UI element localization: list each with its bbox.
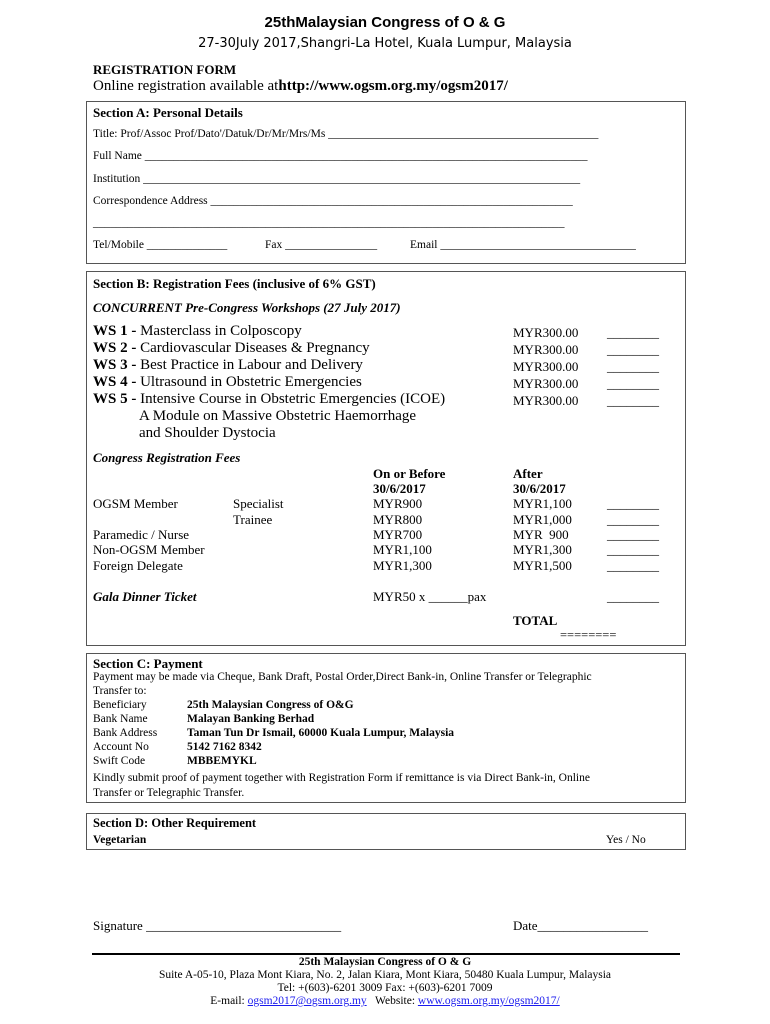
workshop-price: MYR300.00 — [513, 393, 579, 408]
footer-address: Suite A-05-10, Plaza Mont Kiara, No. 2, Jalan Kiara, Mont Kiara, 50480 Kuala Lumpur, Malaysia — [158, 969, 612, 981]
online-prefix: Online registration available at — [93, 78, 279, 94]
date-field[interactable]: Date_________________ — [513, 918, 649, 933]
workshop-blank[interactable]: ________ — [607, 325, 659, 340]
workshop-row — [93, 391, 445, 408]
fee-after: MYR 900 — [513, 527, 569, 542]
fee-before: MYR800 — [373, 512, 423, 527]
workshop-blank[interactable]: ________ — [607, 359, 659, 374]
footer-email-label: E-mail: — [210, 995, 248, 1007]
payment-detail-label: Beneficiary — [93, 699, 147, 711]
payment-detail-label: Swift Code — [93, 755, 146, 767]
workshop-blank[interactable]: ________ — [607, 342, 659, 357]
workshop-price: MYR300.00 — [513, 376, 579, 391]
tel-field[interactable]: Tel/Mobile ______________ — [93, 239, 228, 251]
payment-detail-value: MBBEMYKL — [187, 755, 257, 767]
gala-dinner-price[interactable]: MYR50 x ______pax — [373, 589, 487, 604]
ws5-description-line-3: and Shoulder Dystocia — [139, 425, 276, 441]
fee-blank[interactable]: ________ — [607, 558, 659, 573]
payment-note-line-1: Kindly submit proof of payment together with Registration Form if remittance is via Direct Bank-in, Online — [93, 772, 590, 784]
section-d-heading: Section D: Other Requirement — [93, 816, 257, 830]
online-url-link[interactable]: http://www.ogsm.org.my/ogsm2017/ — [278, 78, 508, 94]
fee-before: MYR1,100 — [373, 542, 432, 557]
section-a-heading: Section A: Personal Details — [93, 105, 243, 120]
full-name-field[interactable]: Full Name _____________________________________________________________________________ — [93, 150, 588, 162]
workshop-name: Best Practice in Labour and Delivery — [140, 357, 363, 373]
fee-row-label: Non-OGSM Member — [93, 542, 205, 557]
fee-before: MYR900 — [373, 496, 423, 511]
title-field[interactable]: Title: Prof/Assoc Prof/Dato'/Datuk/Dr/Mr/Mrs/Ms _______________________________________________ — [93, 128, 599, 140]
after-header-2: 30/6/2017 — [513, 481, 566, 496]
footer-org: 25th Malaysian Congress of O & G — [298, 956, 472, 968]
workshop-row — [93, 357, 363, 374]
gala-dinner-blank[interactable]: ________ — [607, 589, 659, 604]
payment-detail-label: Bank Name — [93, 713, 148, 725]
workshop-code: WS 4 - — [93, 374, 137, 390]
fee-after: MYR1,100 — [513, 496, 572, 511]
congress-fees-heading: Congress Registration Fees — [93, 450, 241, 465]
fee-before: MYR700 — [373, 527, 423, 542]
after-header-1: After — [513, 466, 543, 481]
fee-blank[interactable]: ________ — [607, 496, 659, 511]
workshop-name: Intensive Course in Obstetric Emergencies (ICOE) — [140, 391, 446, 407]
institution-field[interactable]: Institution ____________________________________________________________________________ — [93, 173, 581, 185]
workshop-name: Masterclass in Colposcopy — [140, 323, 302, 339]
workshop-price: MYR300.00 — [513, 325, 579, 340]
workshop-blank[interactable]: ________ — [607, 376, 659, 391]
workshop-code: WS 3 - — [93, 357, 137, 373]
footer-website-link[interactable]: www.ogsm.org.my/ogsm2017/ — [417, 995, 560, 1007]
footer-website-label: Website: — [366, 995, 418, 1007]
fee-row-label: Foreign Delegate — [93, 558, 183, 573]
gala-dinner-label: Gala Dinner Ticket — [93, 589, 197, 604]
correspondence-line-2[interactable]: __________________________________________________________________________________ — [93, 217, 565, 229]
fee-after: MYR1,300 — [513, 542, 572, 557]
fee-blank[interactable]: ________ — [607, 542, 659, 557]
payment-intro-line-2: Transfer to: — [93, 685, 147, 697]
payment-detail-label: Account No — [93, 741, 149, 753]
section-b-heading: Section B: Registration Fees (inclusive of 6% GST) — [93, 276, 376, 291]
total-underline: ======== — [560, 628, 617, 642]
fee-blank[interactable]: ________ — [607, 512, 659, 527]
payment-detail-value: 5142 7162 8342 — [187, 741, 262, 753]
footer-email-link[interactable]: ogsm2017@ogsm.org.my — [247, 995, 367, 1007]
correspondence-field[interactable]: Correspondence Address _______________________________________________________________ — [93, 195, 573, 207]
fee-blank[interactable]: ________ — [607, 527, 659, 542]
section-c-heading: Section C: Payment — [93, 656, 203, 671]
footer-phone: Tel: +(603)-6201 3009 Fax: +(603)-6201 7009 — [277, 982, 493, 994]
workshop-row — [93, 374, 362, 391]
fax-field[interactable]: Fax ________________ — [265, 239, 378, 251]
fee-after: MYR1,500 — [513, 558, 572, 573]
workshop-price: MYR300.00 — [513, 342, 579, 357]
payment-detail-value: Taman Tun Dr Ismail, 60000 Kuala Lumpur, Malaysia — [187, 727, 455, 739]
payment-detail-value: 25th Malaysian Congress of O&G — [187, 699, 354, 711]
online-registration-line — [93, 78, 508, 95]
payment-note-line-2: Transfer or Telegraphic Transfer. — [93, 787, 245, 799]
fee-after: MYR1,000 — [513, 512, 572, 527]
fee-row-sub: Specialist — [233, 496, 284, 511]
workshop-price: MYR300.00 — [513, 359, 579, 374]
ws5-description-line-2: A Module on Massive Obstetric Haemorrhage — [139, 408, 417, 424]
ogsm-member-label: OGSM Member — [93, 496, 178, 511]
fee-row-label: Paramedic / Nurse — [93, 527, 190, 542]
workshop-row — [93, 340, 370, 357]
fee-row-sub: Trainee — [233, 512, 273, 527]
payment-detail-label: Bank Address — [93, 727, 158, 739]
payment-intro-line-1: Payment may be made via Cheque, Bank Draft, Postal Order,Direct Bank-in, Online Transfer or Telegraphic — [93, 671, 592, 683]
workshop-code: WS 1 - — [93, 323, 137, 339]
workshop-name: Cardiovascular Diseases & Pregnancy — [140, 340, 370, 356]
before-header-2: 30/6/2017 — [373, 481, 426, 496]
workshop-blank[interactable]: ________ — [607, 393, 659, 408]
vegetarian-label: Vegetarian — [93, 834, 147, 846]
total-label: TOTAL — [513, 613, 558, 628]
workshop-code: WS 2 - — [93, 340, 137, 356]
fee-before: MYR1,300 — [373, 558, 432, 573]
workshop-code: WS 5 - — [93, 391, 137, 407]
before-header-1: On or Before — [373, 466, 446, 481]
workshop-row — [93, 323, 302, 340]
document-subtitle: 27-30July 2017,Shangri-La Hotel, Kuala Lumpur, Malaysia — [198, 36, 572, 51]
footer-divider — [92, 953, 680, 955]
vegetarian-yes-no[interactable]: Yes / No — [606, 834, 646, 846]
workshop-name: Ultrasound in Obstetric Emergencies — [140, 374, 362, 390]
workshops-heading: CONCURRENT Pre-Congress Workshops (27 July 2017) — [93, 300, 401, 315]
form-label: REGISTRATION FORM — [93, 62, 237, 77]
document-title: 25thMalaysian Congress of O & G — [264, 14, 506, 31]
footer-contact — [0, 995, 770, 1007]
signature-field[interactable]: Signature ______________________________ — [93, 918, 342, 933]
payment-detail-value: Malayan Banking Berhad — [187, 713, 315, 725]
email-field[interactable]: Email __________________________________ — [410, 239, 636, 251]
